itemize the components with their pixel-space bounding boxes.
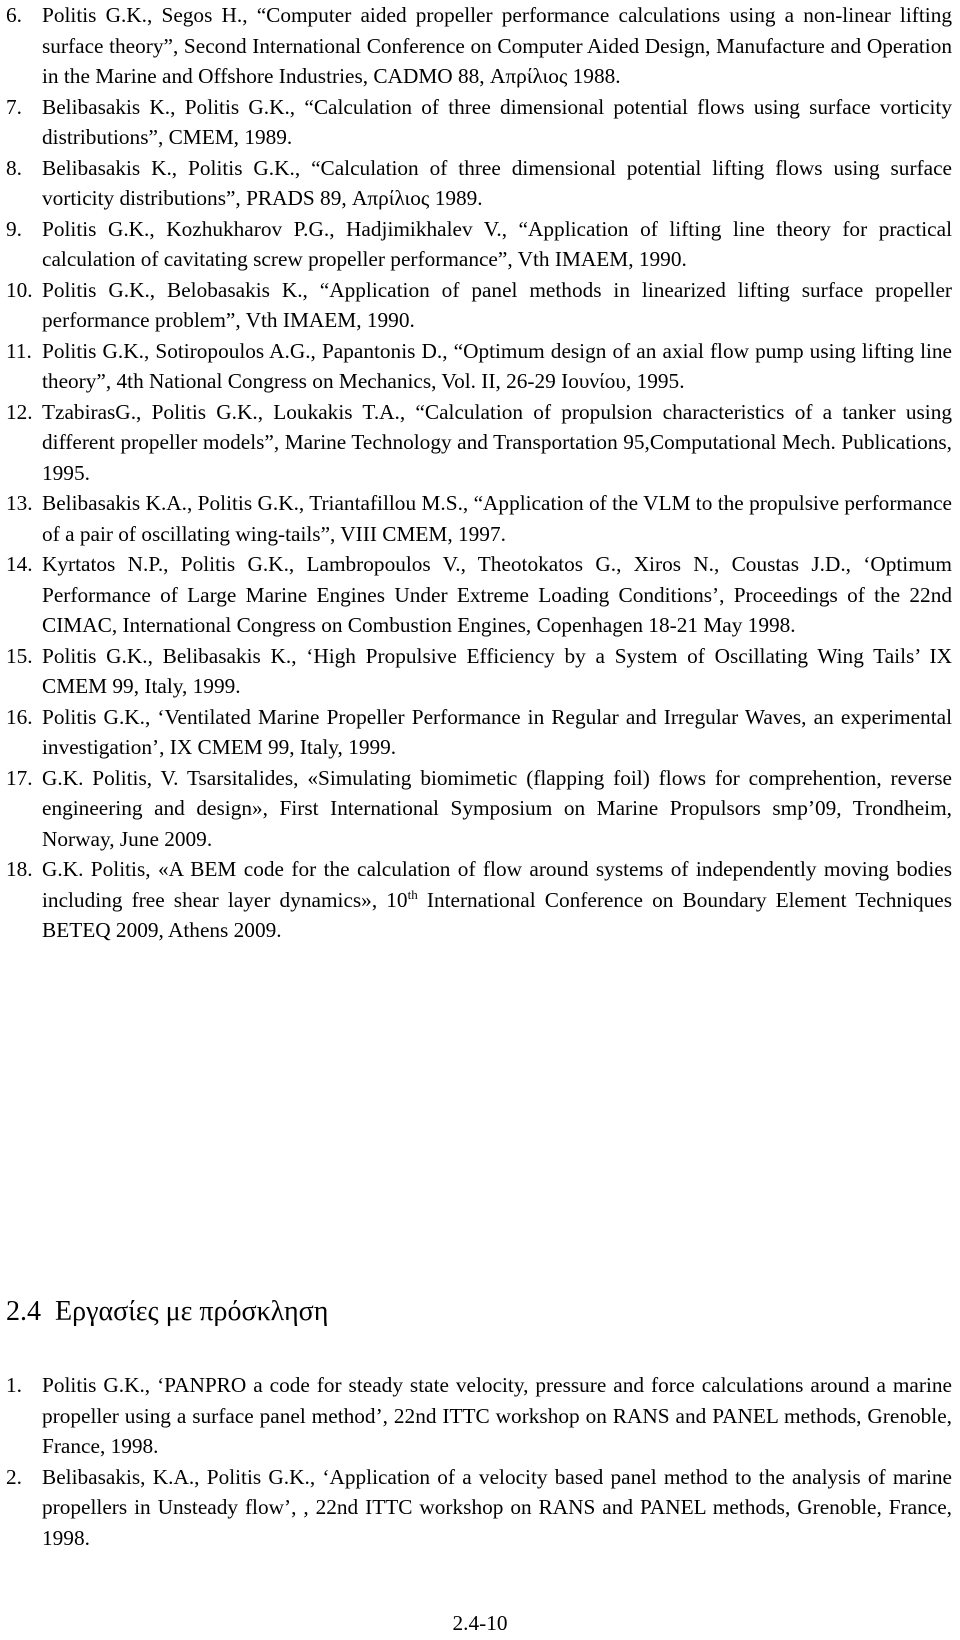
page-number: 2.4-10 (452, 1611, 508, 1635)
reference-item (0, 336, 952, 397)
reference-item (0, 214, 952, 275)
reference-number: 17. (6, 765, 33, 790)
reference-text: Belibasakis K.A., Politis G.K., Triantafillou M.S., “Application of the VLM to the propulsive performance of a pair of oscillating wing-tails”, VIII CMEM, 1997. (42, 491, 952, 546)
invited-papers-list (0, 1370, 960, 1553)
reference-text: Politis G.K., Sotiropoulos A.G., Papantonis D., “Optimum design of an axial flow pump using lifting line theory”, 4th National Congress on Mechanics, Vol. II, 26-29 Ιουνίου, 1995. (42, 338, 952, 393)
reference-text: Politis G.K., ‘PANPRO a code for steady state velocity, pressure and force calculations around a marine propeller using a surface panel method’, 22nd ITTC workshop on RANS and PANEL methods, Grenoble, France, 1998. (42, 1373, 952, 1458)
reference-item (0, 0, 952, 92)
section-heading (6, 1294, 328, 1330)
reference-text: G.K. Politis, V. Tsarsitalides, «Simulating biomimetic (flapping foil) flows for comprehention, reverse engineering and design», First International Symposium on Marine Propulsors smp’09, Trondheim, Norway, June 2009. (42, 765, 952, 851)
reference-number: 15. (6, 643, 33, 668)
reference-number: 7. (6, 94, 22, 119)
reference-number: 8. (6, 155, 22, 180)
reference-item (0, 153, 952, 214)
reference-text: Politis G.K., Segos H., “Computer aided propeller performance calculations using a non-linear lifting surface theory”, Second International Conference on Computer Aided Design, Manufacture and Operation in the Marine and Offshore Industries, CADMO 88, Απρίλιος 1988. (42, 3, 952, 88)
reference-text: Kyrtatos N.P., Politis G.K., Lambropoulos V., Theotokatos G., Xiros N., Coustas J.D., ‘Optimum Performance of Large Marine Engines Under Extreme Loading Conditions’, Proceedings of the 22nd CIMAC, International Congress on Combustion Engines, Copenhagen 18-21 May 1998. (42, 552, 952, 637)
reference-item (0, 397, 952, 489)
reference-text: Belibasakis K., Politis G.K., “Calculation of three dimensional potential flows using surface vorticity distributions”, CMEM, 1989. (42, 94, 952, 149)
reference-text: Politis G.K., ‘Ventilated Marine Propeller Performance in Regular and Irregular Waves, an experimental investigation’, IX CMEM 99, Italy, 1999. (42, 704, 952, 759)
reference-item (0, 275, 952, 336)
reference-number: 18. (6, 857, 33, 881)
reference-text-before-sup: G.K. Politis, «A BEM code for the calculation of flow around systems of independently moving bodies including free shear layer dynamics», 10 (42, 857, 952, 912)
reference-number: 13. (6, 491, 33, 515)
reference-text: Belibasakis K., Politis G.K., “Calculation of three dimensional potential lifting flows using surface vorticity distributions”, PRADS 89, Απρίλιος 1989. (42, 155, 952, 210)
reference-item (0, 92, 952, 153)
reference-text-after-sup: International Conference on Boundary Element Techniques BETEQ 2009, Athens 2009. (42, 887, 953, 942)
reference-item (0, 763, 952, 855)
reference-text: TzabirasG., Politis G.K., Loukakis T.A., “Calculation of propulsion characteristics of a tanker using different propeller models”, Marine Technology and Transportation 95,Computational Mech. Publications, 1995. (42, 399, 952, 485)
reference-number: 6. (6, 3, 22, 27)
reference-item (0, 1462, 952, 1554)
reference-text: Politis G.K., Belibasakis K., ‘High Propulsive Efficiency by a System of Oscillating Wing Tails’ IX CMEM 99, Italy, 1999. (42, 643, 952, 698)
section-number: 2.4 (6, 1296, 41, 1327)
reference-text: Belibasakis, K.A., Politis G.K., ‘Application of a velocity based panel method to the analysis of marine propellers in Unsteady flow’, , 22nd ITTC workshop on RANS and PANEL methods, Grenoble, France, 1998. (42, 1464, 952, 1550)
reference-item (0, 641, 952, 702)
reference-number: 14. (6, 552, 33, 576)
reference-item (0, 702, 952, 763)
reference-number: 1. (6, 1373, 22, 1397)
reference-number: 12. (6, 399, 33, 424)
reference-text: Politis G.K., Belobasakis K., “Application of panel methods in linearized lifting surface propeller performance problem”, Vth IMAEM, 1990. (42, 277, 952, 332)
reference-text: Politis G.K., Kozhukharov P.G., Hadjimikhalev V., “Application of lifting line theory for practical calculation of cavitating screw propeller performance”, Vth IMAEM, 1990. (42, 216, 952, 271)
ordinal-superscript: th (407, 886, 418, 902)
reference-item (0, 854, 952, 946)
reference-item (0, 549, 952, 641)
reference-number: 2. (6, 1464, 22, 1489)
reference-number: 10. (6, 277, 33, 302)
section-title: Εργασίες με πρόσκληση (55, 1296, 329, 1327)
reference-number: 16. (6, 704, 33, 729)
reference-number: 9. (6, 216, 22, 241)
reference-number: 11. (6, 338, 32, 363)
reference-item (0, 488, 952, 549)
reference-item (0, 1370, 952, 1462)
